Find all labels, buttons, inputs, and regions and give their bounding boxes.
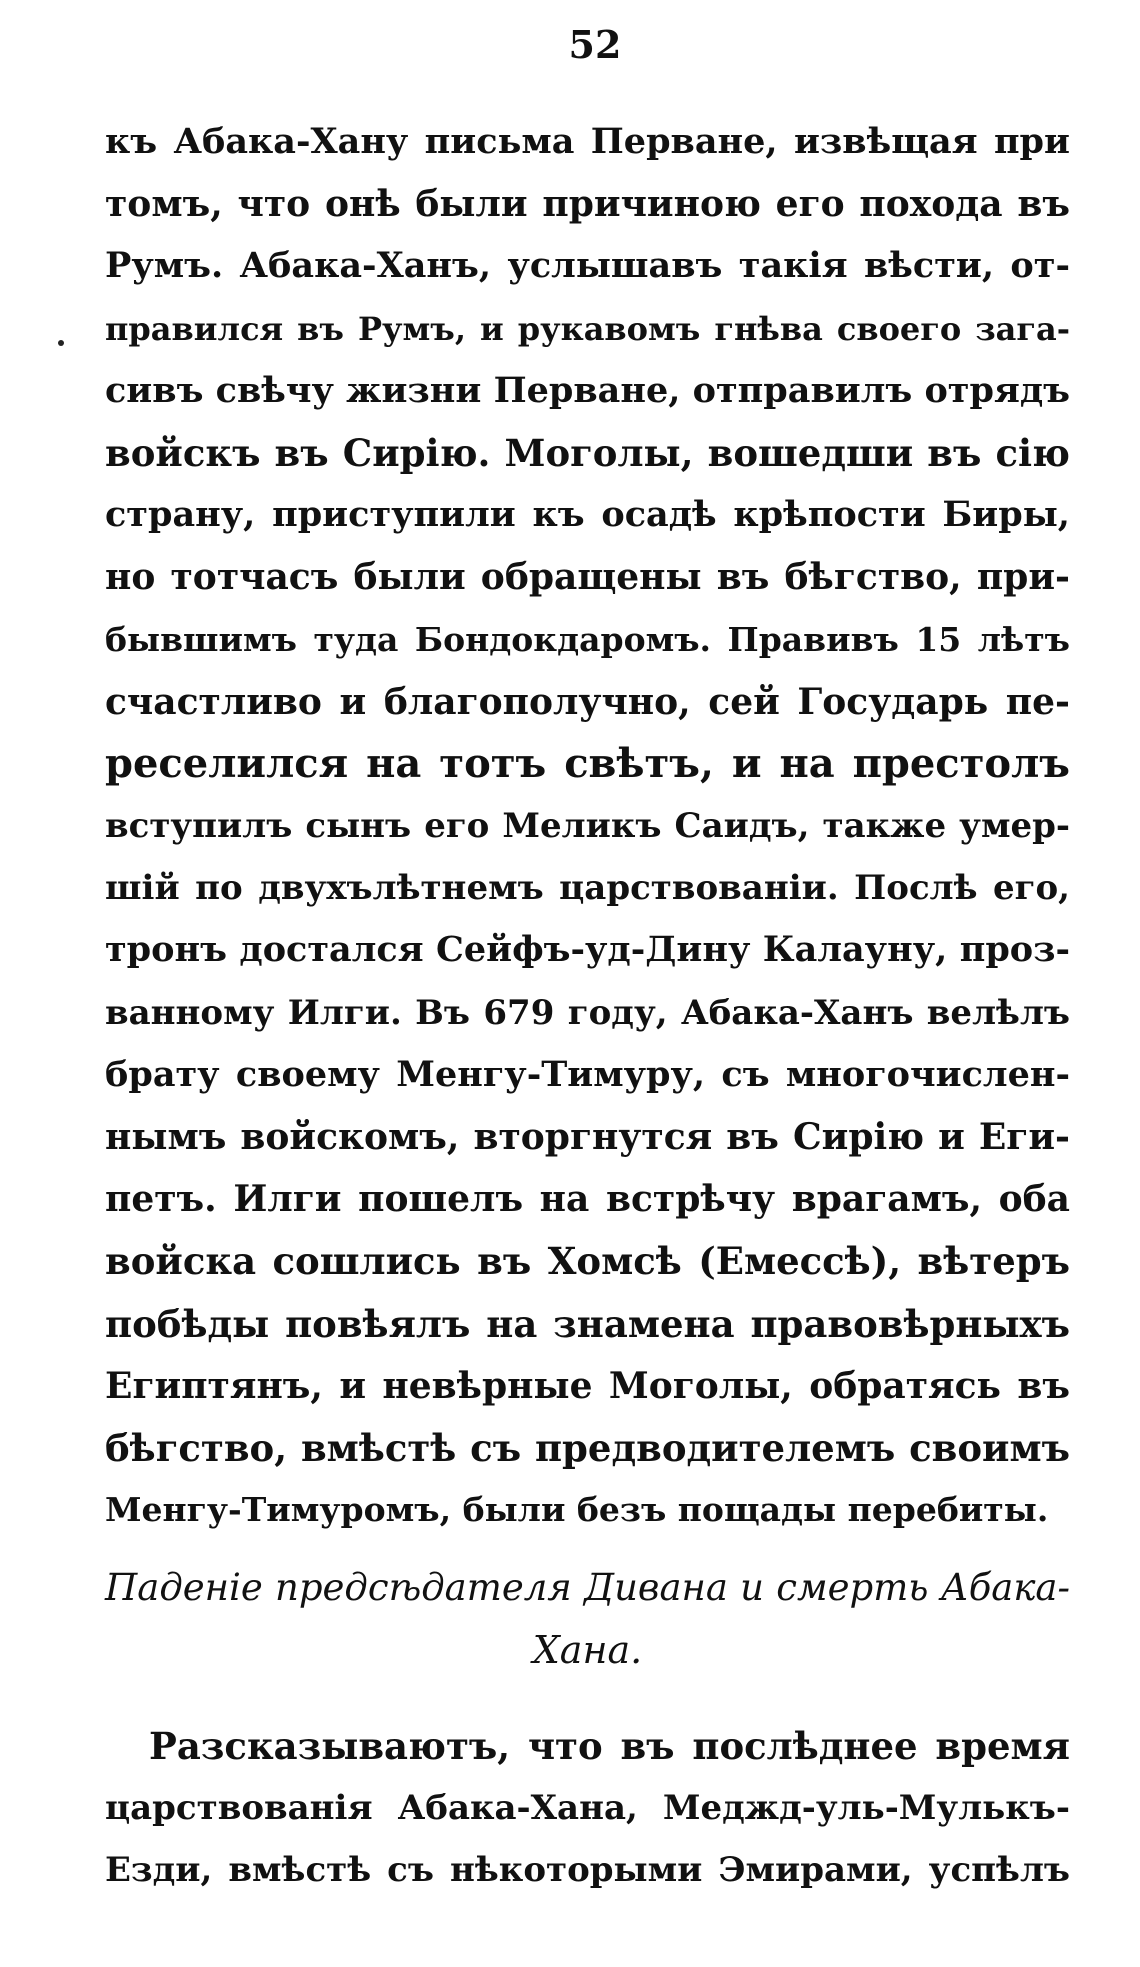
page-number: 52	[568, 22, 622, 67]
heading-line: Паденіе предсѣдателя Дивана и смерть Абака-	[105, 1566, 1070, 1609]
text-line: счастливо и благополучно, сей Государь пе-	[105, 680, 1070, 723]
text-line: петъ. Илги пошелъ на встрѣчу врагамъ, оба	[105, 1178, 1070, 1221]
text-line: бѣгство, вмѣстѣ съ предводителемъ своимъ	[105, 1425, 1070, 1470]
text-line: Румъ. Абака-Ханъ, услышавъ такія вѣсти, от-	[105, 245, 1070, 287]
text-line: тронъ достался Сейфъ-уд-Дину Калауну, проз-	[105, 929, 1070, 971]
text-line: бывшимъ туда Бондокдаромъ. Правивъ 15 лѣтъ	[105, 619, 1070, 659]
text-line: сивъ свѣчу жизни Перване, отправилъ отрядъ	[105, 369, 1070, 411]
text-line: Разсказываютъ, что въ послѣднее время	[149, 1724, 1070, 1768]
text-line: ванному Илги. Въ 679 году, Абака-Ханъ велѣлъ	[105, 992, 1070, 1033]
text-line: правился въ Румъ, и рукавомъ гнѣва своего зага-	[105, 309, 1070, 348]
text-line: но тотчасъ были обращены въ бѣгство, при-	[105, 556, 1070, 599]
paper-speck	[58, 340, 64, 346]
text-line: войска сошлись въ Хомсѣ (Емессѣ), вѣтеръ	[105, 1239, 1070, 1284]
text-line: нымъ войскомъ, вторгнутся въ Сирію и Еги-	[105, 1116, 1070, 1158]
text-line: Езди, вмѣстѣ съ нѣкоторыми Эмирами, успѣлъ	[105, 1850, 1070, 1891]
text-line: страну, приступили къ осадѣ крѣпости Биры,	[105, 494, 1070, 536]
text-line: брату своему Менгу-Тимуру, съ многочислен-	[105, 1053, 1070, 1095]
text-line: Египтянъ, и невѣрные Моголы, обратясь въ	[105, 1364, 1070, 1407]
section-heading	[105, 1557, 1070, 1681]
text-line: вступилъ сынъ его Меликъ Саидъ, также умер-	[105, 806, 1070, 847]
text-line: шій по двухълѣтнемъ царствованіи. Послѣ его,	[105, 868, 1070, 909]
text-line: реселился на тотъ свѣтъ, и на престолъ	[105, 739, 1070, 787]
text-line: къ Абака-Хану письма Перване, извѣщая при	[105, 121, 1070, 162]
main-text	[105, 111, 1070, 1541]
section-text	[105, 1715, 1070, 1902]
text-line: царствованія Абака-Хана, Меджд-уль-Мулькъ-	[105, 1788, 1070, 1829]
heading-line: Хана.	[532, 1628, 643, 1672]
text-line: томъ, что онѣ были причиною его похода въ	[105, 183, 1070, 226]
text-line: побѣды повѣялъ на знамена правовѣрныхъ	[105, 1301, 1070, 1346]
text-line: Менгу-Тимуромъ, были безъ пощады перебиты.	[105, 1490, 1049, 1530]
text-line: войскъ въ Сирію. Моголы, вошедши въ сію	[105, 430, 1070, 475]
